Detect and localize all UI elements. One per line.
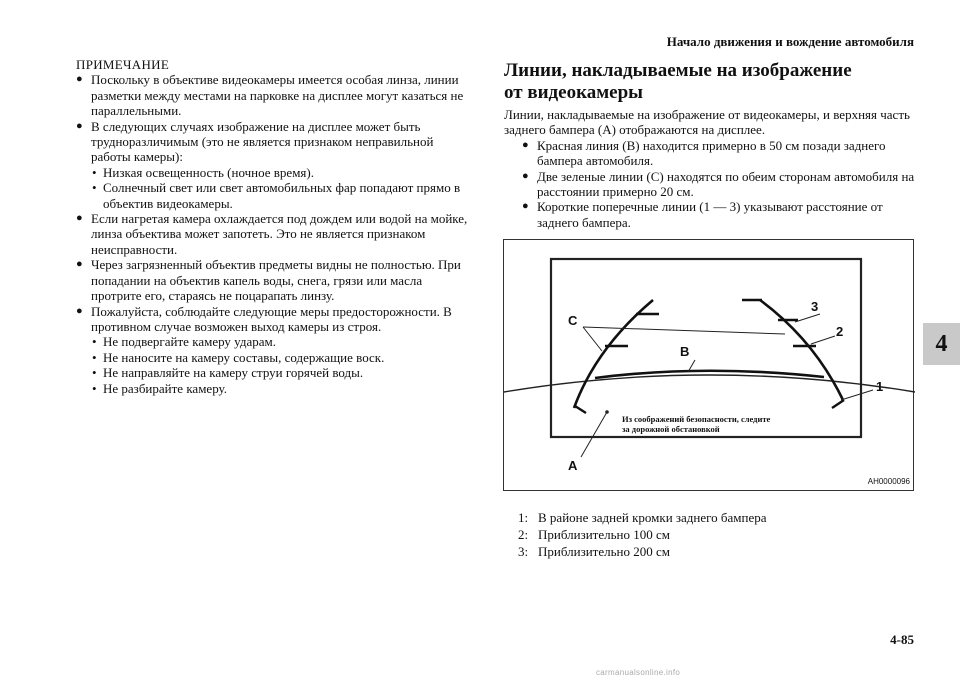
page-number: 4-85 [890,632,914,647]
leader-a-dot [605,410,609,414]
section-bullet: ● Короткие поперечные линии (1 — 3) указывают расстояние от заднего бампера. [504,199,924,230]
label-1: 1 [876,379,884,394]
display-screen [551,259,861,437]
leader-a [581,412,607,457]
running-header: Начало движения и вождение автомобиля [666,34,914,49]
tick-1-left [575,406,586,413]
camera-guideline-figure [503,239,914,491]
note-subitem: • Солнечный свет или свет автомобильных фар попадают прямо в объектив видеокамеры. [76,180,468,211]
legend-number: 1: [518,510,529,525]
legend-text: Приблизительно 200 см [538,544,670,559]
legend-row [518,543,767,560]
figure-code: AH0000096 [867,477,910,486]
green-line-c-left [574,300,653,408]
section-bullet: ● Две зеленые линии (C) находятся по обеим сторонам автомобиля на расстоянии примерно 20 см. [504,169,924,200]
note-item: ● Если нагретая камера охлаждается под дождем или водой на мойке, линза объектива может запотеть. Это не является признаком неисправности. [76,211,468,257]
bumper-edge-line [504,375,915,392]
watermark: carmanualsonline.info [596,668,681,677]
leader-1 [841,390,873,400]
note-subitem: • Не направляйте на камеру струи горячей воды. [76,365,468,380]
leader-c-right [583,327,785,334]
note-subitem: • Низкая освещенность (ночное время). [76,165,468,180]
legend-row [518,526,767,543]
warning-line: за дорожной обстановкой [622,424,720,434]
note-subitem: • Не наносите на камеру составы, содержащие воск. [76,350,468,365]
note-item: ● В следующих случаях изображение на дисплее может быть трудноразличимым (это не является признаком неправильной работы камеры): [76,119,468,165]
legend-number: 2: [518,527,529,542]
legend-text: В районе задней кромки заднего бампера [538,510,767,525]
note-subitem: • Не разбирайте камеру. [76,381,468,396]
green-line-c-right [760,300,843,400]
label-c: C [568,313,578,328]
note-item: ● Поскольку в объективе видеокамеры имеется особая линза, линии разметки между местами на парковке на дисплее могут казаться не параллельными. [76,72,468,118]
display-warning-text [622,414,770,434]
legend-row [518,509,767,526]
note-subitem: • Не подвергайте камеру ударам. [76,334,468,349]
warning-line: Из соображений безопасности, следите [622,414,771,424]
section-title-line: от видеокамеры [504,82,644,103]
note-block [76,57,468,396]
tick-1-right [832,400,844,408]
section-bullet: ● Красная линия (B) находится примерно в 50 см позади заднего бампера автомобиля. [504,138,924,169]
legend-number: 3: [518,544,529,559]
camera-display-illustration [504,240,915,492]
leader-c-left [583,327,602,351]
figure-legend [518,509,767,560]
label-3: 3 [811,299,819,314]
note-item: ● Через загрязненный объектив предметы видны не полностью. При попадании на объектив капель воды, снега, грязи или масла протрите его, стараясь не поцарапать линзу. [76,257,468,303]
label-a: A [568,458,578,473]
note-item: ● Пожалуйста, соблюдайте следующие меры предосторожности. В противном случае возможен выход камеры из строя. [76,304,468,335]
label-b: B [680,344,690,359]
section-title-line: Линии, накладываемые на изображение [504,60,852,81]
leader-3 [795,314,820,322]
section-block [504,60,924,230]
section-title [504,60,924,104]
legend-text: Приблизительно 100 см [538,527,670,542]
note-title: ПРИМЕЧАНИЕ [76,57,170,72]
chapter-tab: 4 [923,323,960,365]
label-2: 2 [836,324,844,339]
leader-2 [811,336,835,344]
section-intro: Линии, накладываемые на изображение от видеокамеры, и верхняя часть заднего бампера (A) отображаются на дисплее. [504,107,910,138]
